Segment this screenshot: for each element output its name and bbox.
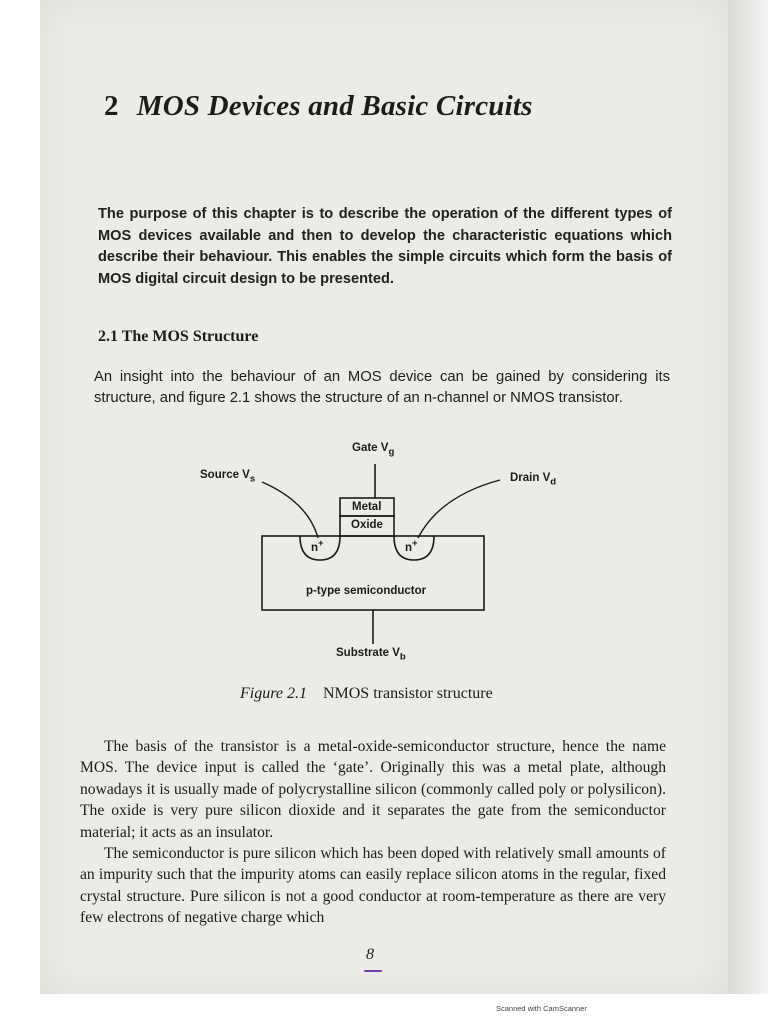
section-heading: 2.1 The MOS Structure <box>98 328 259 345</box>
nmos-figure <box>190 432 590 672</box>
chapter-number: 2 <box>104 90 119 122</box>
metal-label: Metal <box>352 501 382 513</box>
n-source-text: n <box>311 541 319 554</box>
n-plus-source-label <box>311 538 324 554</box>
gate-label <box>352 442 394 457</box>
figure-caption <box>240 685 493 703</box>
section-paragraph: An insight into the behaviour of an MOS device can be gained by considering its structure, and figure 2.1 shows the structure of an n-channel or NMOS transistor. <box>94 369 670 406</box>
n-drain-plus: + <box>412 538 418 549</box>
chapter-title <box>104 90 533 123</box>
body-text <box>80 736 666 929</box>
substrate-label-subscript: b <box>399 651 406 663</box>
source-lead <box>262 482 318 538</box>
semiconductor-label: p-type semiconductor <box>306 585 427 597</box>
gate-label-text: Gate V <box>352 442 389 454</box>
drain-label-text: Drain V <box>510 472 551 484</box>
body-paragraph-1: The basis of the transistor is a metal-oxide-semiconductor structure, hence the name MOS. The device input is called the ‘gate’. Originally this was a metal plate, although nowadays it is usually made of polycrystalline silicon (commonly called poly or polysilicon). The oxide is very pure silicon dioxide and it separates the gate from the semiconductor material; it acts as an insulator. <box>80 738 666 841</box>
substrate-label-text: Substrate V <box>336 647 400 659</box>
nmos-diagram <box>190 432 590 672</box>
chapter-intro: The purpose of this chapter is to describe the operation of the different types of MOS devices available and then to develop the characteristic equations which describe their behaviour. This enables the simple circuits which form the basis of MOS digital circuit design to be presented. <box>98 206 672 287</box>
n-drain-text: n <box>405 541 413 554</box>
substrate-label <box>336 647 406 662</box>
oxide-label: Oxide <box>351 519 383 531</box>
figure-number: Figure 2.1 <box>240 685 307 702</box>
drain-label-subscript: d <box>550 476 557 488</box>
page-number: 8 <box>366 946 374 963</box>
pen-underline-mark <box>364 970 382 972</box>
n-plus-drain-label <box>405 538 418 554</box>
scanner-watermark: Scanned with CamScanner <box>496 1004 587 1013</box>
p-type-substrate <box>262 536 484 610</box>
source-label-text: Source V <box>200 469 250 481</box>
drain-lead <box>418 480 500 538</box>
page-edge-shadow <box>728 0 768 994</box>
n-source-plus: + <box>318 538 324 549</box>
figure-caption-text: NMOS transistor structure <box>322 685 493 702</box>
source-label <box>200 469 255 484</box>
chapter-title-text: MOS Devices and Basic Circuits <box>136 90 533 122</box>
body-paragraph-2: The semiconductor is pure silicon which has been doped with relatively small amounts of an impurity such that the impurity atoms can easily replace silicon atoms in the regular, fixed crystal structure. Pure silicon is not a good conductor at room-temperature as there are very few electrons of negative charge which <box>80 845 666 927</box>
drain-label <box>510 472 556 487</box>
gate-label-subscript: g <box>388 446 395 458</box>
source-label-subscript: s <box>249 473 256 485</box>
